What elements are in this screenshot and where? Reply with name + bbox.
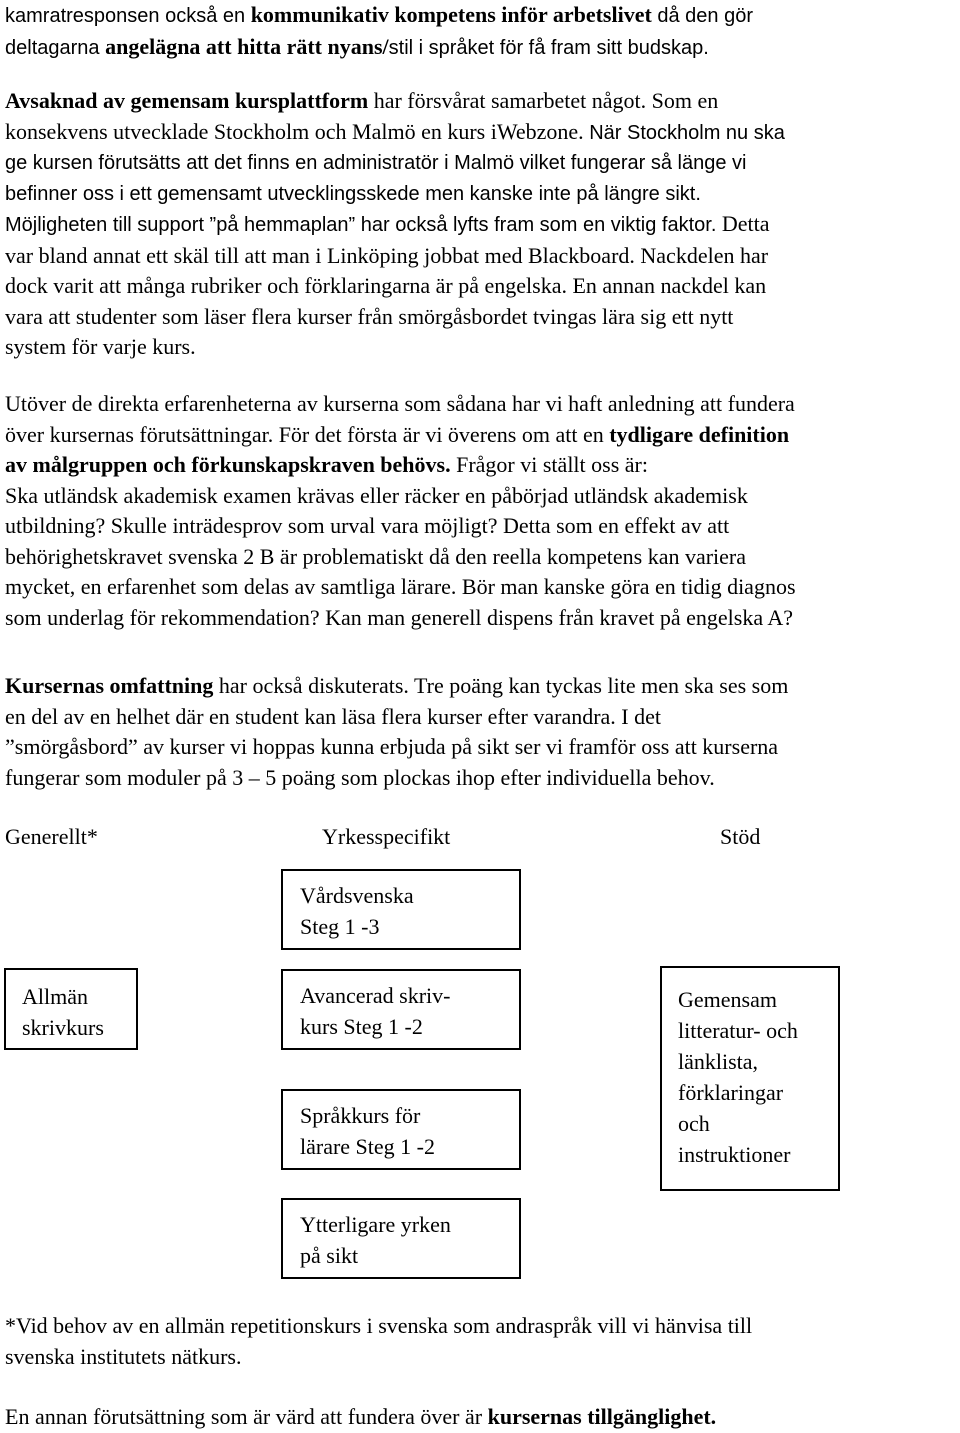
text-line: fungerar som moduler på 3 – 5 poäng som plockas ihop efter individuella behov. [5,764,715,790]
heading-specific: Yrkesspecifikt [322,824,451,849]
paragraph-communicative-competence [5,0,960,63]
text-line: deltagarna angelägna att hitta rätt nyans/stil i språket för få fram sitt budskap. [5,33,709,59]
text-line: vara att studenter som läser flera kurser från smörgåsbordet tvingas lära sig ett nytt [5,303,734,329]
text-line: svenska institutets nätkurs. [5,1343,242,1369]
text-line: över kursernas förutsättningar. För det första är vi överens om att en tydligare definition [5,421,790,447]
box-advanced-writing-course: Avancerad skriv- kurs Steg 1 -2 [281,969,521,1050]
text-line: ge kursen förutsätts att det finns en administratör i Malmö vilket fungerar så länge vi [5,152,747,174]
text-line: Möjligheten till support ”på hemmaplan” har också lyfts fram som en viktig faktor. Detta [5,211,770,236]
paragraph-course-platform [5,86,960,363]
paragraph-course-scope [5,671,960,793]
heading-support: Stöd [720,824,761,849]
box-support-resources: Gemensam litteratur- och länklista, förklaringar och instruktioner [660,966,840,1191]
box-language-course-teachers: Språkkurs för lärare Steg 1 -2 [281,1089,521,1170]
box-care-swedish: Vårdsvenska Steg 1 -3 [281,869,521,950]
text-line: dock varit att många rubriker och förklaringarna är på engelska. En annan nackdel kan [5,273,767,298]
text-line: Ska utländsk akademisk examen krävas eller räcker en påbörjad utländsk akademisk [5,482,748,508]
text-line: system för varje kurs. [5,334,196,359]
text-line: mycket, en erfarenhet som delas av samtliga lärare. Bör man kanske göra en tidig diagnos [5,574,796,599]
paragraph-prerequisites [5,389,960,633]
text-line: befinner oss i ett gemensamt utvecklingsskede men kanske inte på längre sikt. [5,182,701,205]
text-line: utbildning? Skulle inträdesprov som urval vara möjligt? Detta som en effekt av att [5,513,730,538]
footnote [5,1311,960,1372]
text-line: ”smörgåsbord” av kurser vi hoppas kunna erbjuda på sikt ser vi framför oss att kurserna [5,734,779,759]
box-general-writing-course: Allmän skrivkurs [4,968,138,1050]
text-line: en del av en helhet där en student kan läsa flera kurser efter varandra. I det [5,703,662,729]
text-line: Kursernas omfattning har också diskuterats. Tre poäng kan tyckas lite men ska ses som [5,673,789,698]
heading-general: Generellt* [5,824,98,849]
text-line: Avsaknad av gemensam kursplattform har försvårat samarbetet något. Som en [5,88,719,113]
text-line: En annan förutsättning som är värd att fundera över är kursernas tillgänglighet. [5,1404,717,1429]
text-line: var bland annat ett skäl till att man i Linköping jobbat med Blackboard. Nackdelen har [5,242,769,268]
text-line: som underlag för rekommendation? Kan man generell dispens från kravet på engelska A? [5,604,794,630]
paragraph-accessibility [5,1402,960,1433]
text-line: Utöver de direkta erfarenheterna av kurserna som sådana har vi haft anledning att fundera [5,391,795,416]
box-more-professions: Ytterligare yrken på sikt [281,1198,521,1279]
text-line: av målgruppen och förkunskapskraven behövs. Frågor vi ställt oss är: [5,452,648,477]
text-line: kamratresponsen också en kommunikativ kompetens inför arbetslivet då den gör [5,2,753,27]
text-line: behörighetskravet svenska 2 B är problematiskt då den reella kompetens kan variera [5,543,747,569]
text-line: *Vid behov av en allmän repetitionskurs i svenska som andraspråk vill vi hänvisa till [5,1313,753,1338]
text-line: konsekvens utvecklade Stockholm och Malmö en kurs iWebzone. När Stockholm nu ska [5,118,785,144]
